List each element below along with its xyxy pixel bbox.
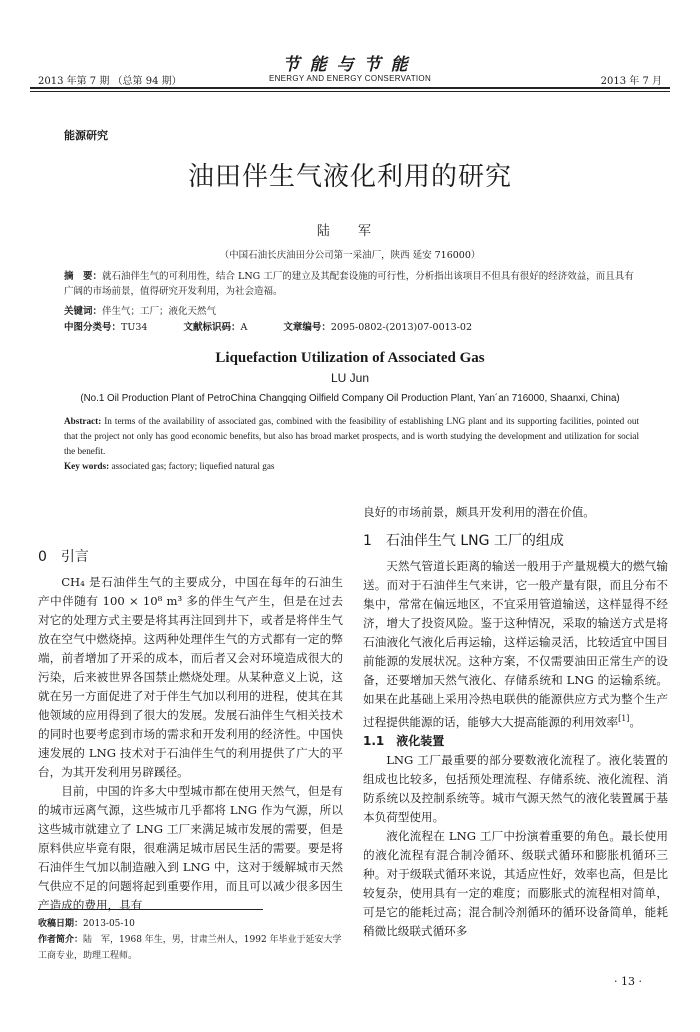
abstract-cn: [64, 269, 639, 299]
section-1-end: 。: [629, 714, 642, 729]
section-1-text: 天然气管道长距离的输送一般用于产量规模大的燃气输送。而对于石油伴生气来讲，它一般产量有限，而且分布不集中，常常在偏远地区，不宜采用管道输送，这样显得不经济，增大了投资风险。鉴于这种情况，采取的输送方式是将石油液化气液化后再运输，这样运输灵活，比较适宜中国目前能源的发展状况。这种方案，不仅需要油田正常生产的设备，还要增加天然气液化、存储系统和 LNG 的运输系统。如果在此基础上采用冷热电联供的能源供应方式为整个生产过程提供能源的话，能够大大提高能源的利用效率: [363, 559, 668, 729]
issue-date: 2013 年 7 月: [600, 76, 662, 87]
doc-label: 文献标识码：: [183, 322, 241, 333]
section-1-1-paragraph-2: 液化流程在 LNG 工厂中扮演着重要的角色。最长使用的液化流程有混合制冷循环、级联式循环和膨胀机循环三种。对于级联式循环来说，其适应性好，效率也高，但是比较复杂，使用具有一定的难度；而膨胀式的流程相对简单，可是它的能耗过高；混合制冷剂循环的循环设备简单，能耗稍微比级联式循环多: [363, 828, 668, 938]
journal-title-en: ENERGY AND ENERGY CONSERVATION: [268, 74, 432, 83]
keywords-en-text: associated gas; factory; liquefied natural gas: [111, 461, 275, 471]
page-number: · 13 ·: [614, 975, 642, 988]
cls-value: TU34: [121, 322, 148, 333]
keywords-cn-text: 伴生气；工厂；液化天然气: [102, 306, 217, 317]
footnote-rule: [38, 909, 263, 910]
keywords-cn: [64, 304, 639, 319]
abstract-cn-label: 摘 要：: [64, 271, 103, 282]
author-cn: 陆 军: [316, 224, 384, 239]
affiliation-cn: （中国石油长庆油田分公司第一采油厂，陕西 延安 716000）: [219, 250, 481, 261]
keywords-cn-label: 关键词：: [64, 306, 103, 317]
section-1-paragraph: [363, 557, 668, 732]
cls-label: 中图分类号：: [64, 322, 122, 333]
right-column: [363, 503, 668, 941]
received-date: 2013-05-10: [83, 919, 135, 929]
section-tag: 能源研究: [64, 129, 108, 142]
header-rule-thin: [30, 91, 670, 92]
section-1-1-paragraph-1: LNG 工厂最重要的部分要数液化流程了。液化装置的组成也比较多，包括预处理流程、存储系统、液化流程、消防系统以及控制系统等。城市气源天然气的液化装置属于基本负荷型使用。: [363, 752, 668, 824]
heading-section-1: 1 石油伴生气 LNG 工厂的组成: [363, 533, 564, 549]
left-column: [38, 548, 343, 915]
art-value: 2095-0802-(2013)07-0013-02: [330, 322, 472, 333]
art-label: 文章编号：: [283, 322, 331, 333]
abstract-en-text: In terms of the availability of associated gas, combined with the feasibility of establishing LNG plant and its supporting facilities, pointed out that the project not only has good economic benefits, but also has broad market prospects, and is worth studying the development and utilization for social the benefit.: [64, 416, 640, 456]
paper-title-cn: 油田伴生气液化利用的研究: [187, 162, 512, 192]
intro-paragraph-2: 目前，中国的许多大中型城市都在使用天然气，但是有的城市远离气源，这些城市几乎都将 LNG 作为气源，所以这些城市就建立了 LNG 工厂来满足城市发展的需要，但是原料供应毕竟有限，很难满足城市居民生活的需要。要是将石油伴生气加以制造融入到 LNG 中，这对于缓解城市天然气供应不足的问题将起到重要作用，而且可以减少很多因生产造成的费用，具有: [38, 784, 343, 912]
continued-text: 良好的市场前景，颇具开发利用的潜在价值。: [363, 505, 595, 519]
author-en: LU Jun: [330, 371, 370, 385]
journal-masthead: [0, 50, 700, 83]
doc-value: A: [240, 322, 248, 333]
bio-text: 陆 军，1968 年生，男，甘肃兰州人，1992 年毕业于延安大学工商专业，助理工程师。: [38, 935, 342, 961]
reference-1: [1]: [618, 714, 630, 723]
bio-label: 作者简介：: [38, 935, 84, 945]
footnote: [38, 916, 348, 964]
affiliation-en: (No.1 Oil Production Plant of PetroChina Changqing Oilfield Company Oil Production Plant, Yan´an 716000, Shaanxi, China): [80, 393, 620, 404]
abstract-cn-text: 就石油伴生气的可利用性，结合 LNG 工厂的建立及其配套设施的可行性，分析指出该项目不但具有很好的经济效益，而且具有广阔的市场前景，值得研究开发利用，为社会造福。: [64, 271, 634, 297]
abstract-en-label: Abstract:: [64, 416, 102, 426]
heading-introduction: 0 引言: [38, 549, 89, 565]
header-rule: [30, 87, 670, 89]
issue-info: 2013 年第 7 期 （总第 94 期）: [38, 76, 182, 87]
abstract-en: [64, 414, 639, 474]
classification-line: [64, 320, 639, 335]
keywords-en-label: Key words:: [64, 461, 110, 471]
received-label: 收稿日期：: [38, 919, 84, 929]
paper-title-en: Liquefaction Utilization of Associated Gas: [215, 350, 485, 366]
heading-section-1-1: 1.1 液化装置: [363, 733, 445, 748]
intro-paragraph-1: CH₄ 是石油伴生气的主要成分，中国在每年的石油生产中伴随有 100 × 10⁸ m³ 多的伴生气产生，但是在过去对它的处理方式主要是将其再注回到井下，或者是将伴生气放在空气中燃烧掉。这两种处理伴生气的方式都有一定的弊端，前者增加了开采的成本，而后者又会对环境造成很大的污染，后来被世界各国禁止燃烧处理。从某种意义上说，这就在另一方面促进了对于伴生气加以利用的进程，使其在其他领域的应用得到了很大的发展。发展石油伴生气相关技术的同时也要考虑到市场的需求和开发利用的经济性。中国快速发展的 LNG 技术对于石油伴生气的利用提供了广大的平台，为其开发利用另辟蹊径。: [38, 575, 343, 779]
journal-title-cn: 节能与节能: [282, 55, 418, 75]
